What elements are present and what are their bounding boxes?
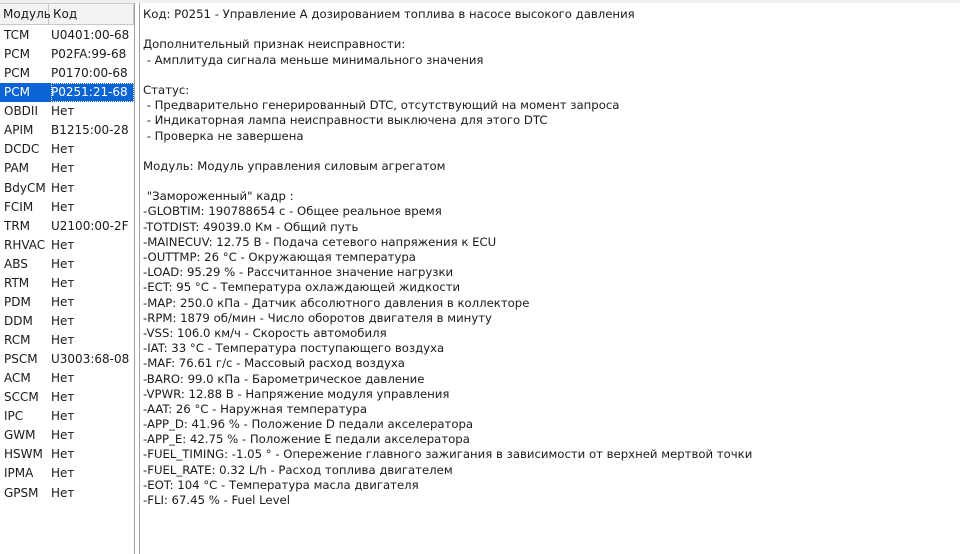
detail-line: -AAT: 26 °C - Наружная температура bbox=[143, 401, 368, 416]
list-item[interactable] bbox=[0, 484, 134, 503]
list-item[interactable] bbox=[0, 26, 134, 45]
detail-line: -MAINECUV: 12.75 В - Подача сетевого напряжения к ECU bbox=[143, 234, 497, 249]
list-item[interactable] bbox=[0, 369, 134, 388]
list-item-code: Нет bbox=[51, 371, 75, 386]
list-item-module: DCDC bbox=[4, 142, 40, 157]
list-item-code: Нет bbox=[51, 142, 75, 157]
detail-line: -IAT: 33 °C - Температура поступающего воздуха bbox=[143, 341, 445, 356]
detail-line: -MAP: 250.0 кПа - Датчик абсолютного давления в коллекторе bbox=[143, 295, 530, 310]
dtc-module-list[interactable] bbox=[0, 3, 135, 554]
detail-line: Код: P0251 - Управление А дозированием топлива в насосе высокого давления bbox=[143, 7, 635, 21]
list-item-code: Нет bbox=[51, 180, 75, 195]
list-item-module: TRM bbox=[4, 218, 31, 233]
list-item-code: P0170:00-68 bbox=[51, 66, 128, 81]
list-item-code: B1215:00-28 bbox=[51, 123, 129, 138]
list-item[interactable] bbox=[0, 45, 134, 64]
detail-line: - Предварительно генерированный DTC, отсутствующий на момент запроса bbox=[143, 98, 620, 113]
list-item-module: PCM bbox=[4, 47, 30, 62]
list-item-module: RCM bbox=[4, 333, 31, 347]
list-item[interactable] bbox=[0, 121, 134, 140]
list-item[interactable] bbox=[0, 464, 134, 483]
detail-line: Дополнительный признак неисправности: bbox=[143, 37, 406, 52]
detail-line bbox=[143, 144, 960, 159]
detail-line: -FLI: 67.45 % - Fuel Level bbox=[143, 493, 290, 507]
list-item-code: Нет bbox=[51, 428, 75, 443]
detail-line: -MAF: 76.61 г/с - Массовый расход воздуха bbox=[143, 356, 405, 371]
column-header-module[interactable]: Модуль bbox=[0, 4, 49, 24]
detail-line: Модуль: Модуль управления силовым агрегатом bbox=[143, 158, 446, 173]
detail-line: -TOTDIST: 49039.0 Км - Общий путь bbox=[143, 219, 359, 234]
list-item-code: Нет bbox=[51, 390, 75, 405]
list-item-code: Нет bbox=[51, 485, 75, 500]
list-item-module: ABS bbox=[4, 256, 28, 271]
detail-line: -ECT: 95 °C - Температура охлаждающей жидкости bbox=[143, 280, 461, 295]
list-item[interactable] bbox=[0, 350, 134, 369]
list-item-code: Нет bbox=[51, 294, 75, 309]
list-item-module: RHVAC bbox=[4, 237, 46, 252]
list-item-code: Нет bbox=[51, 199, 75, 214]
list-item[interactable] bbox=[0, 179, 134, 198]
column-header-code[interactable]: Код bbox=[53, 7, 78, 21]
list-item-code: Нет bbox=[51, 466, 75, 481]
list-item[interactable] bbox=[0, 255, 134, 274]
detail-line bbox=[143, 68, 960, 83]
list-rows bbox=[0, 26, 134, 503]
detail-line: -OUTTMP: 26 °C - Окружающая температура bbox=[143, 250, 416, 264]
list-item-code: Нет bbox=[51, 409, 75, 424]
list-item[interactable] bbox=[0, 426, 134, 445]
list-item[interactable] bbox=[0, 312, 134, 331]
detail-line: -VSS: 106.0 км/ч - Скорость автомобиля bbox=[143, 325, 387, 340]
list-item[interactable] bbox=[0, 293, 134, 312]
detail-line: -VPWR: 12.88 В - Напряжение модуля управления bbox=[143, 386, 450, 401]
list-item-module: OBDII bbox=[4, 104, 38, 119]
detail-line: -APP_E: 42.75 % - Положение E педали акселератора bbox=[143, 432, 470, 447]
list-item-module: PCM bbox=[4, 66, 30, 81]
list-item[interactable] bbox=[0, 274, 134, 293]
list-item-code: Нет bbox=[51, 256, 75, 271]
list-item-code: Нет bbox=[51, 313, 75, 328]
list-item-code: Нет bbox=[51, 333, 75, 347]
list-item[interactable] bbox=[0, 217, 134, 236]
list-item-module: PSCM bbox=[4, 352, 38, 367]
list-item[interactable] bbox=[0, 198, 134, 217]
detail-line: "Замороженный" кадр : bbox=[143, 189, 294, 204]
detail-line: - Индикаторная лампа неисправности выключена для этого DTC bbox=[143, 113, 548, 128]
dtc-details-text bbox=[140, 3, 960, 508]
detail-line: -APP_D: 41.96 % - Положение D педали акселератора bbox=[143, 417, 474, 432]
list-item-module: PAM bbox=[4, 161, 30, 176]
list-item-code: P0251:21-68 bbox=[51, 83, 134, 102]
list-item-module: GWM bbox=[4, 428, 36, 443]
list-item[interactable] bbox=[0, 331, 134, 350]
list-item[interactable] bbox=[0, 445, 134, 464]
list-item[interactable] bbox=[0, 159, 134, 178]
list-item-module: RTM bbox=[4, 275, 30, 290]
list-item-module: FCIM bbox=[4, 199, 34, 214]
list-item-module: HSWM bbox=[4, 447, 43, 462]
list-item-code: Нет bbox=[51, 104, 75, 119]
list-item-module: BdyCM bbox=[4, 180, 46, 195]
list-item-code: Нет bbox=[51, 161, 75, 176]
list-header bbox=[0, 3, 134, 25]
detail-line: -FUEL_RATE: 0.32 L/h - Расход топлива двигателем bbox=[143, 462, 453, 477]
detail-line: -LOAD: 95.29 % - Рассчитанное значение нагрузки bbox=[143, 265, 454, 280]
detail-line: -BARO: 99.0 кПа - Барометрическое давление bbox=[143, 371, 425, 386]
list-item-code: Нет bbox=[51, 447, 75, 462]
list-item-module: APIM bbox=[4, 123, 34, 138]
list-item[interactable] bbox=[0, 102, 134, 121]
list-item[interactable] bbox=[0, 64, 134, 83]
detail-line: -EOT: 104 °C - Температура масла двигателя bbox=[143, 477, 419, 492]
list-item-module: DDM bbox=[4, 313, 33, 328]
detail-line: -FUEL_TIMING: -1.05 ° - Опережение главного зажигания в зависимости от верхней мертвой точки bbox=[143, 447, 753, 462]
list-item-code: P02FA:99-68 bbox=[51, 47, 127, 62]
list-item-module: ACM bbox=[4, 371, 31, 386]
list-item-module: PDM bbox=[4, 294, 31, 309]
list-item-module: SCCM bbox=[4, 390, 39, 405]
list-item-module: IPC bbox=[4, 409, 24, 424]
detail-line: - Проверка не завершена bbox=[143, 128, 304, 143]
list-item[interactable] bbox=[0, 407, 134, 426]
detail-line: -GLOBTIM: 190788654 с - Общее реальное время bbox=[143, 204, 442, 219]
list-item-module: IPMA bbox=[4, 466, 34, 481]
list-item[interactable] bbox=[0, 83, 134, 102]
list-item-code: Нет bbox=[51, 237, 75, 252]
detail-line: -RPM: 1879 об/мин - Число оборотов двигателя в минуту bbox=[143, 310, 492, 325]
list-item[interactable] bbox=[0, 140, 134, 159]
list-item-module: PCM bbox=[4, 85, 30, 100]
list-item-code: U2100:00-2F bbox=[51, 218, 129, 233]
list-item[interactable] bbox=[0, 236, 134, 255]
detail-line bbox=[143, 22, 960, 37]
list-item-module: GPSM bbox=[4, 485, 39, 500]
list-item-code: U3003:68-08 bbox=[51, 352, 130, 367]
detail-line: - Амплитуда сигнала меньше минимального значения bbox=[143, 52, 484, 67]
dtc-details-panel[interactable] bbox=[139, 3, 960, 554]
list-item-code: Нет bbox=[51, 275, 75, 290]
list-item-code: U0401:00-68 bbox=[51, 28, 130, 42]
list-item[interactable] bbox=[0, 388, 134, 407]
list-item-module: TCM bbox=[4, 28, 30, 42]
detail-line: Статус: bbox=[143, 82, 190, 97]
detail-line bbox=[143, 174, 960, 189]
